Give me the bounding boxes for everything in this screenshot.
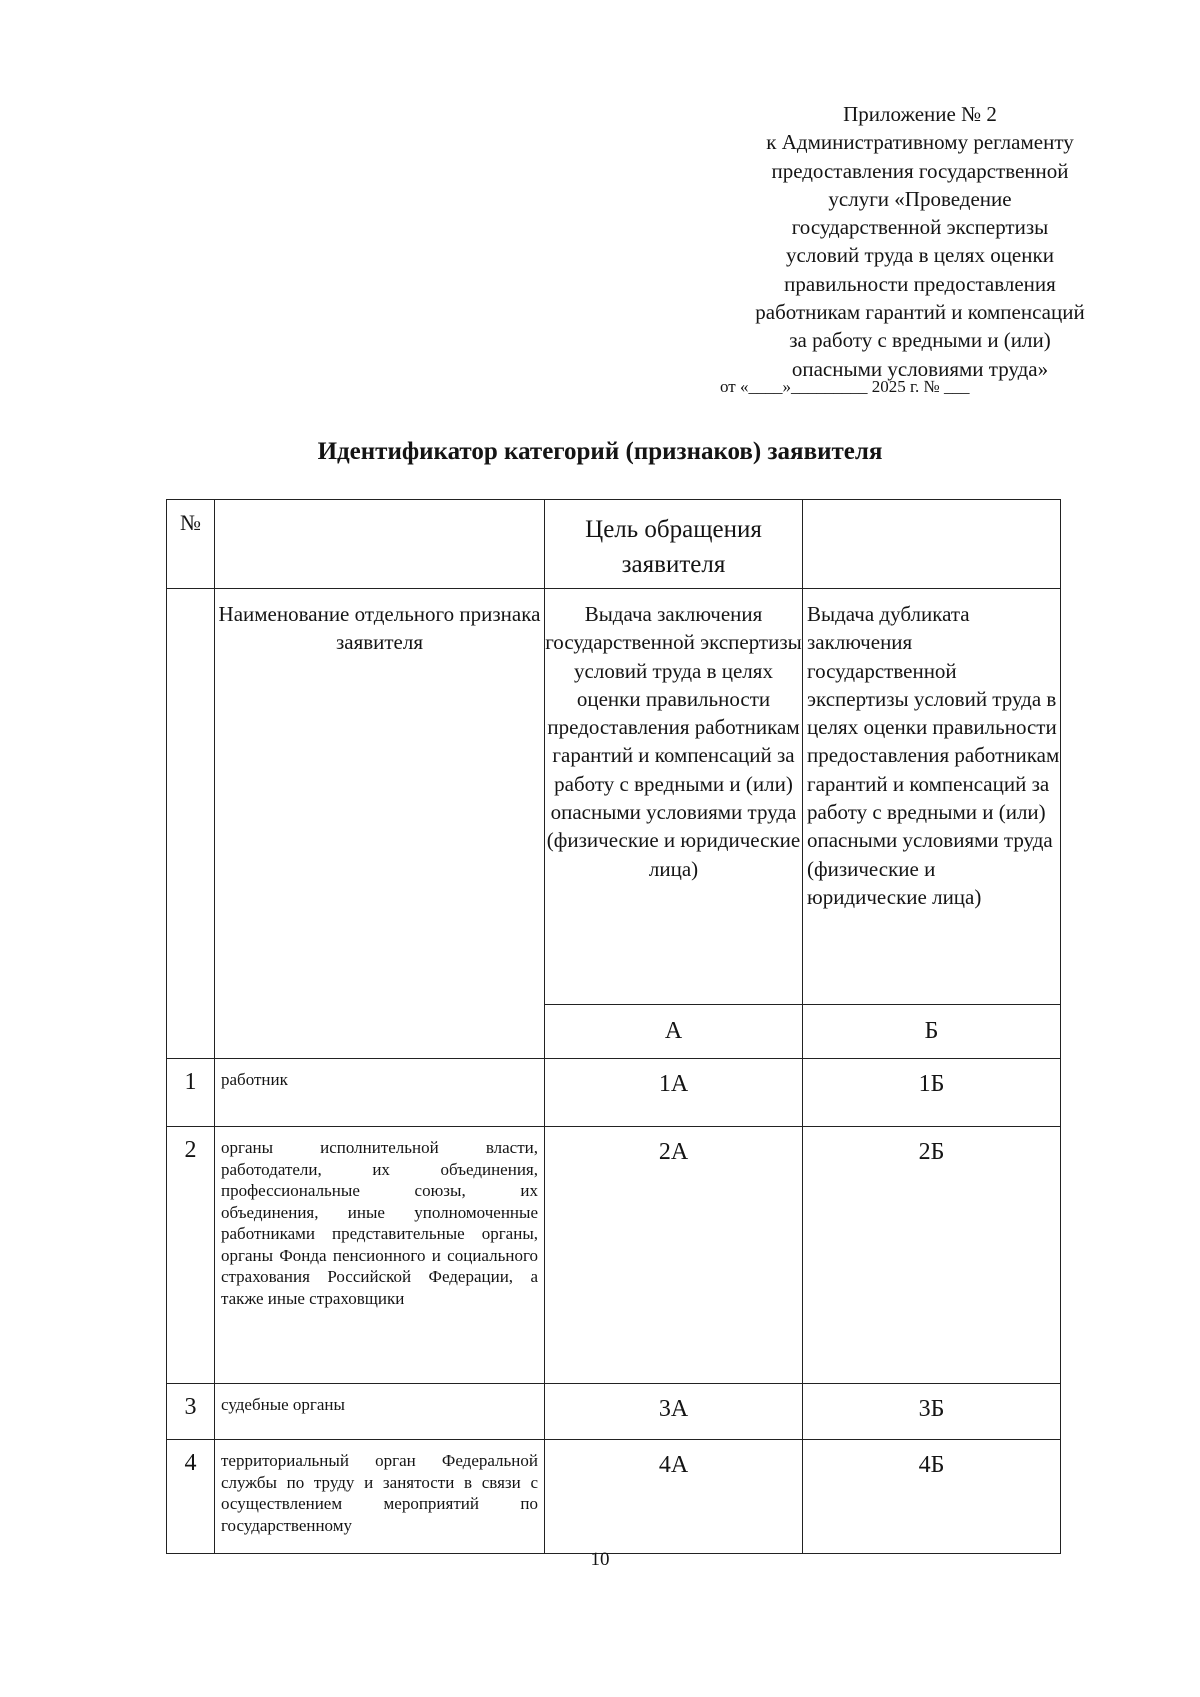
row-code-a: 1А (545, 1059, 803, 1127)
row-code-a: 2А (545, 1127, 803, 1384)
row-number: 1 (167, 1059, 215, 1127)
appendix-line: государственной экспертизы (791, 215, 1049, 240)
header-empty-cell (215, 500, 545, 589)
letter-a: А (545, 1005, 803, 1059)
table-row (167, 1127, 1061, 1384)
row-code-b: 3Б (803, 1384, 1061, 1440)
row-code-b: 4Б (803, 1440, 1061, 1554)
appendix-line: услуги «Проведение (828, 186, 1012, 211)
row-code-b: 2Б (803, 1127, 1061, 1384)
appendix-line: опасными условиями труда» (791, 356, 1049, 381)
appendix-line: к Административному регламенту (766, 130, 1074, 155)
row-code-a: 4А (545, 1440, 803, 1554)
row-number: 2 (167, 1127, 215, 1384)
appendix-line: условий труда в целях оценки (786, 243, 1054, 268)
table-row (167, 1384, 1061, 1440)
appendix-line: предоставления государственной (771, 158, 1069, 183)
row-code-a: 3А (545, 1384, 803, 1440)
row-number: 3 (167, 1384, 215, 1440)
header-row (167, 500, 1061, 589)
row-attribute: органы исполнительной власти, работодатели, их объединения, профессиональные союзы, их объединения, иные уполномоченные работниками представительные органы, органы Фонда пенсионного и социального страхования Российской Федерации, а также иные страховщики (215, 1127, 545, 1384)
row-attribute: судебные органы (215, 1384, 545, 1440)
row-attribute: работник (215, 1059, 545, 1127)
appendix-line: правильности предоставления (784, 271, 1056, 296)
row-attribute: территориальный орган Федеральной службы по труду и занятости в связи с осуществлением мероприятий по государственному (215, 1440, 545, 1554)
header-purpose: Цель обращения заявителя (545, 500, 803, 589)
document-title: Идентификатор категорий (признаков) заявителя (317, 438, 883, 465)
header-empty-cell (803, 500, 1061, 589)
service-a: Выдача заключения государственной экспертизы условий труда в целях оценки правильности предоставления работникам гарантий и компенсаций за работу с вредными и (или) опасными условиями труда (физические и юридические лица) (545, 589, 803, 1005)
row-number: 4 (167, 1440, 215, 1554)
num-empty-cell (167, 589, 215, 1059)
appendix-line: за работу с вредными и (или) (789, 328, 1051, 353)
table-row (167, 1440, 1061, 1554)
table-row (167, 1059, 1061, 1127)
date-line: от «____»_________ 2025 г. № ___ (720, 377, 970, 396)
row-code-b: 1Б (803, 1059, 1061, 1127)
appendix-block (700, 100, 1140, 383)
page-number: 10 (590, 1549, 610, 1570)
letter-b: Б (803, 1005, 1061, 1059)
service-b: Выдача дубликата заключения государственной экспертизы условий труда в целях оценки правильности предоставления работникам гарантий и компенсаций за работу с вредными и (или) опасными условиями труда (физические и юридические лица) (803, 589, 1061, 1005)
service-row (167, 589, 1061, 1005)
identifier-table (166, 499, 1061, 1554)
header-num: № (167, 500, 215, 589)
appendix-line: работникам гарантий и компенсаций (755, 300, 1085, 325)
header-applicant-attribute: Наименование отдельного признака заявителя (215, 589, 545, 1059)
appendix-line: Приложение № 2 (843, 102, 997, 126)
